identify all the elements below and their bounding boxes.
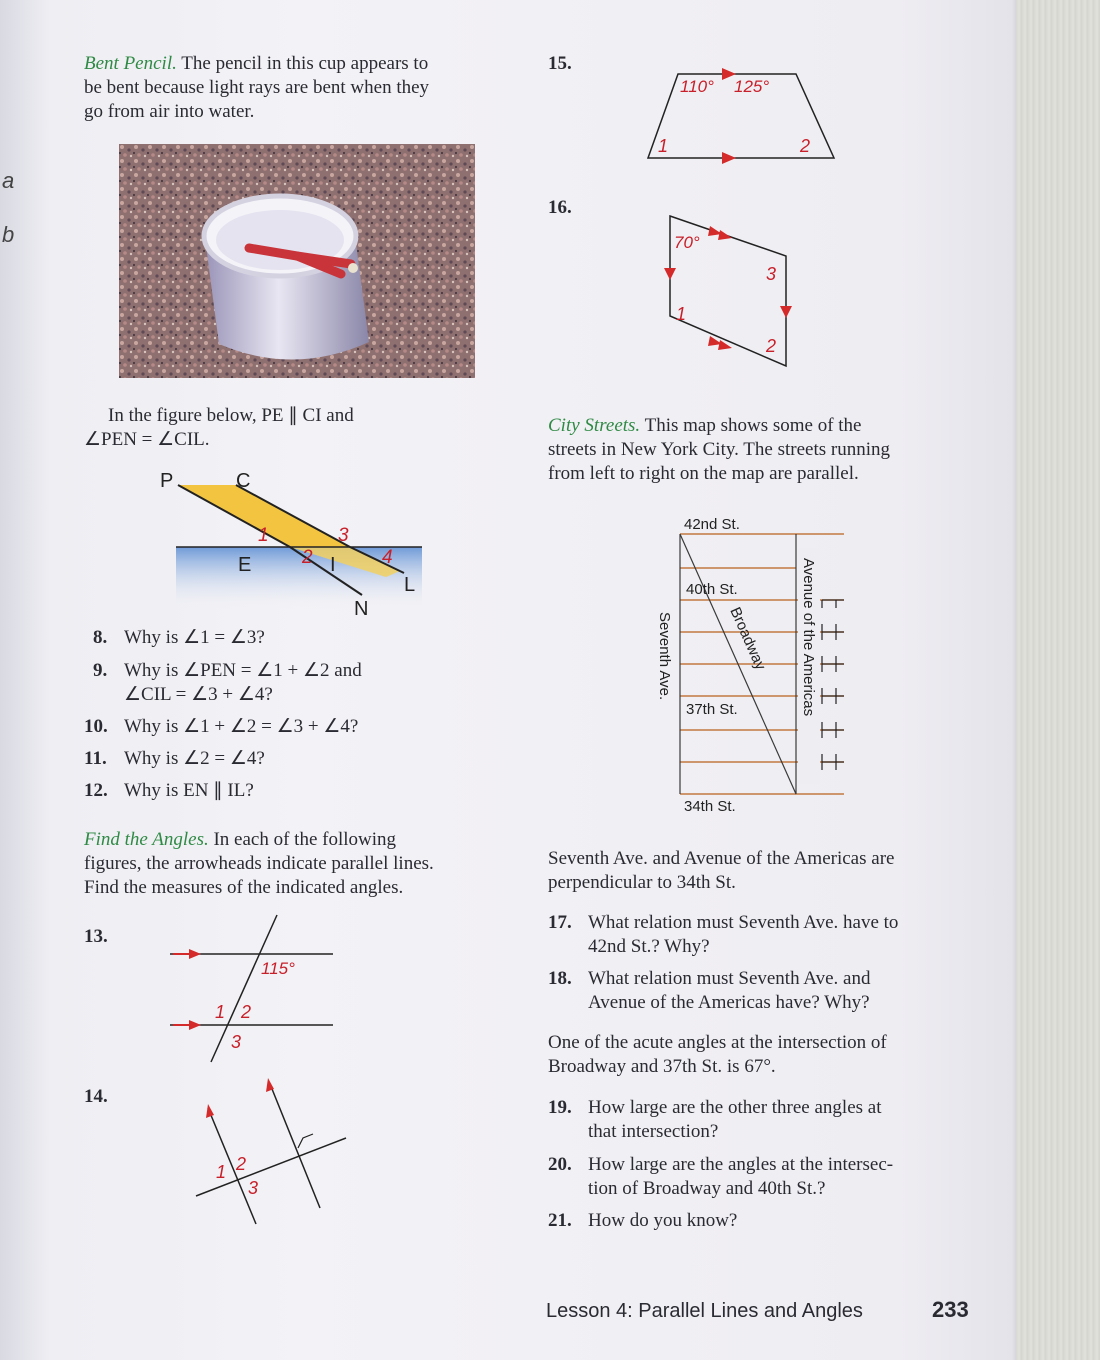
- figure-16-angle-1: 1: [676, 304, 687, 324]
- bent-pencil-photo: [119, 144, 475, 378]
- map-broadway: Broadway: [726, 604, 770, 673]
- figure-13-number: [84, 925, 108, 949]
- refraction-figure: [150, 465, 440, 625]
- question-text: How large are the other three angles at: [588, 1097, 882, 1118]
- bent-pencil-line-1: The pencil in this cup appears to: [181, 53, 429, 74]
- bent-pencil-heading: Bent Pencil.: [84, 53, 177, 74]
- label-N: N: [354, 598, 369, 620]
- question-text: Why is ∠1 + ∠2 = ∠3 + ∠4?: [124, 716, 359, 737]
- figure-intro-line-2: ∠PEN = ∠CIL.: [84, 429, 210, 450]
- label-E: E: [238, 554, 252, 576]
- street-map: [650, 512, 850, 818]
- perpendicular-paragraph: [548, 847, 988, 895]
- question-number: 10.: [84, 716, 108, 737]
- figure-15-given-b: 125°: [734, 77, 770, 96]
- question-number: 21.: [548, 1210, 572, 1231]
- question-number: 17.: [548, 912, 572, 933]
- question-number: 19.: [548, 1097, 572, 1118]
- figure-16-angle-3: 3: [766, 264, 777, 284]
- question-text: What relation must Seventh Ave. and: [588, 968, 871, 989]
- question-number: 12.: [84, 780, 108, 801]
- figure-15-number: [548, 52, 572, 76]
- bent-pencil-line-3: go from air into water.: [84, 101, 255, 122]
- map-40th-st: 40th St.: [686, 581, 738, 598]
- find-angles-line-1: In each of the following: [213, 829, 397, 850]
- figure-15-given-a: 110°: [680, 77, 714, 96]
- figure-13-given-angle: 115°: [261, 959, 295, 978]
- question-10: [84, 715, 514, 745]
- figure-13-angle-3: 3: [231, 1032, 242, 1052]
- perpendicular-line-2: perpendicular to 34th St.: [548, 872, 736, 893]
- find-angles-line-2: figures, the arrowheads indicate parallel lines.: [84, 853, 434, 874]
- question-text: Why is ∠1 = ∠3?: [124, 627, 265, 648]
- city-streets-line-3: from left to right on the map are parallel.: [548, 463, 859, 484]
- acute-line-1: One of the acute angles at the intersection of: [548, 1032, 887, 1053]
- map-42nd-st: 42nd St.: [684, 516, 740, 533]
- question-number: 9.: [93, 660, 108, 681]
- figure-14-angle-1: 1: [216, 1162, 227, 1182]
- figure-15-angle-2: 2: [800, 136, 811, 156]
- question-18: [548, 967, 988, 1019]
- figure-intro: [84, 404, 514, 452]
- angle-label-3: 3: [338, 525, 349, 546]
- perpendicular-line-1: Seventh Ave. and Avenue of the Americas are: [548, 848, 895, 869]
- page-number: 233: [932, 1297, 969, 1322]
- question-12: [84, 779, 514, 809]
- figure-14-angle-3: 3: [248, 1178, 259, 1198]
- angle-label-1: 1: [258, 525, 269, 546]
- find-angles-line-3: Find the measures of the indicated angles.: [84, 877, 404, 898]
- figure-intro-line-1: In the figure below, PE ∥ CI and: [108, 405, 354, 426]
- margin-letter-a: a: [2, 168, 15, 193]
- find-angles-heading: Find the Angles.: [84, 829, 209, 850]
- figure-14-angle-2: 2: [236, 1154, 247, 1174]
- question-9: [84, 659, 514, 711]
- figure-number: 16.: [548, 197, 572, 218]
- question-text: What relation must Seventh Ave. have to: [588, 912, 899, 933]
- figure-14: [190, 1072, 355, 1232]
- label-C: C: [236, 470, 251, 492]
- figure-number: 15.: [548, 53, 572, 74]
- figure-13-angle-1: 1: [215, 1002, 226, 1022]
- question-text-line-2: 42nd St.? Why?: [588, 936, 710, 957]
- figure-15: [640, 58, 845, 170]
- question-text: Why is ∠2 = ∠4?: [124, 748, 265, 769]
- city-streets-paragraph: [548, 414, 988, 486]
- question-number: 8.: [93, 627, 108, 648]
- angle-label-2: 2: [302, 547, 313, 568]
- question-number: 11.: [84, 748, 107, 769]
- question-text: How large are the angles at the intersec-: [588, 1154, 894, 1175]
- book-gutter: [1016, 0, 1100, 1360]
- label-L: L: [404, 574, 416, 596]
- question-number: 20.: [548, 1154, 572, 1175]
- question-17: [548, 911, 988, 963]
- question-text: Why is EN ∥ IL?: [124, 780, 254, 801]
- acute-angle-paragraph: [548, 1031, 988, 1079]
- find-angles-paragraph: [84, 828, 514, 900]
- city-streets-heading: City Streets.: [548, 415, 641, 436]
- question-number: 18.: [548, 968, 572, 989]
- bent-pencil-line-2: be bent because light rays are bent when they: [84, 77, 430, 98]
- margin-letter-b: b: [2, 222, 15, 247]
- angle-label-4: 4: [382, 547, 393, 568]
- footer-lesson-title: Lesson 4: Parallel Lines and Angles: [546, 1300, 863, 1322]
- city-streets-line-1: This map shows some of the: [644, 415, 862, 436]
- question-text: Why is ∠PEN = ∠1 + ∠2 and: [124, 660, 362, 681]
- question-8: [84, 626, 514, 656]
- question-text-line-2: that intersection?: [588, 1121, 719, 1142]
- bent-pencil-paragraph: [84, 52, 514, 124]
- figure-13: [165, 910, 345, 1070]
- acute-line-2: Broadway and 37th St. is 67°.: [548, 1056, 776, 1077]
- map-37th-st: 37th St.: [686, 701, 738, 718]
- label-P: P: [160, 470, 174, 492]
- figure-16-angle-2: 2: [766, 336, 777, 356]
- figure-13-angle-2: 2: [241, 1002, 252, 1022]
- city-streets-line-2: streets in New York City. The streets running: [548, 439, 890, 460]
- question-text-line-2: tion of Broadway and 40th St.?: [588, 1178, 826, 1199]
- figure-16: [660, 210, 800, 375]
- label-I: I: [330, 554, 336, 576]
- question-19: [548, 1096, 988, 1148]
- question-11: [84, 747, 514, 777]
- question-text: How do you know?: [588, 1210, 738, 1231]
- figure-number: 14.: [84, 1086, 108, 1107]
- map-seventh-ave: Seventh Ave.: [656, 612, 673, 701]
- figure-number: 13.: [84, 926, 108, 947]
- figure-15-angle-1: 1: [658, 136, 669, 156]
- map-avenue-of-the-americas: Avenue of the Americas: [800, 558, 817, 717]
- map-34th-st: 34th St.: [684, 798, 736, 815]
- question-text-line-2: Avenue of the Americas have? Why?: [588, 992, 870, 1013]
- question-text-line-2: ∠CIL = ∠3 + ∠4?: [124, 684, 273, 705]
- question-20: [548, 1153, 988, 1205]
- figure-14-number: [84, 1085, 108, 1109]
- figure-16-given-angle: 70°: [674, 233, 700, 252]
- question-21: [548, 1209, 988, 1239]
- figure-16-number: [548, 196, 572, 220]
